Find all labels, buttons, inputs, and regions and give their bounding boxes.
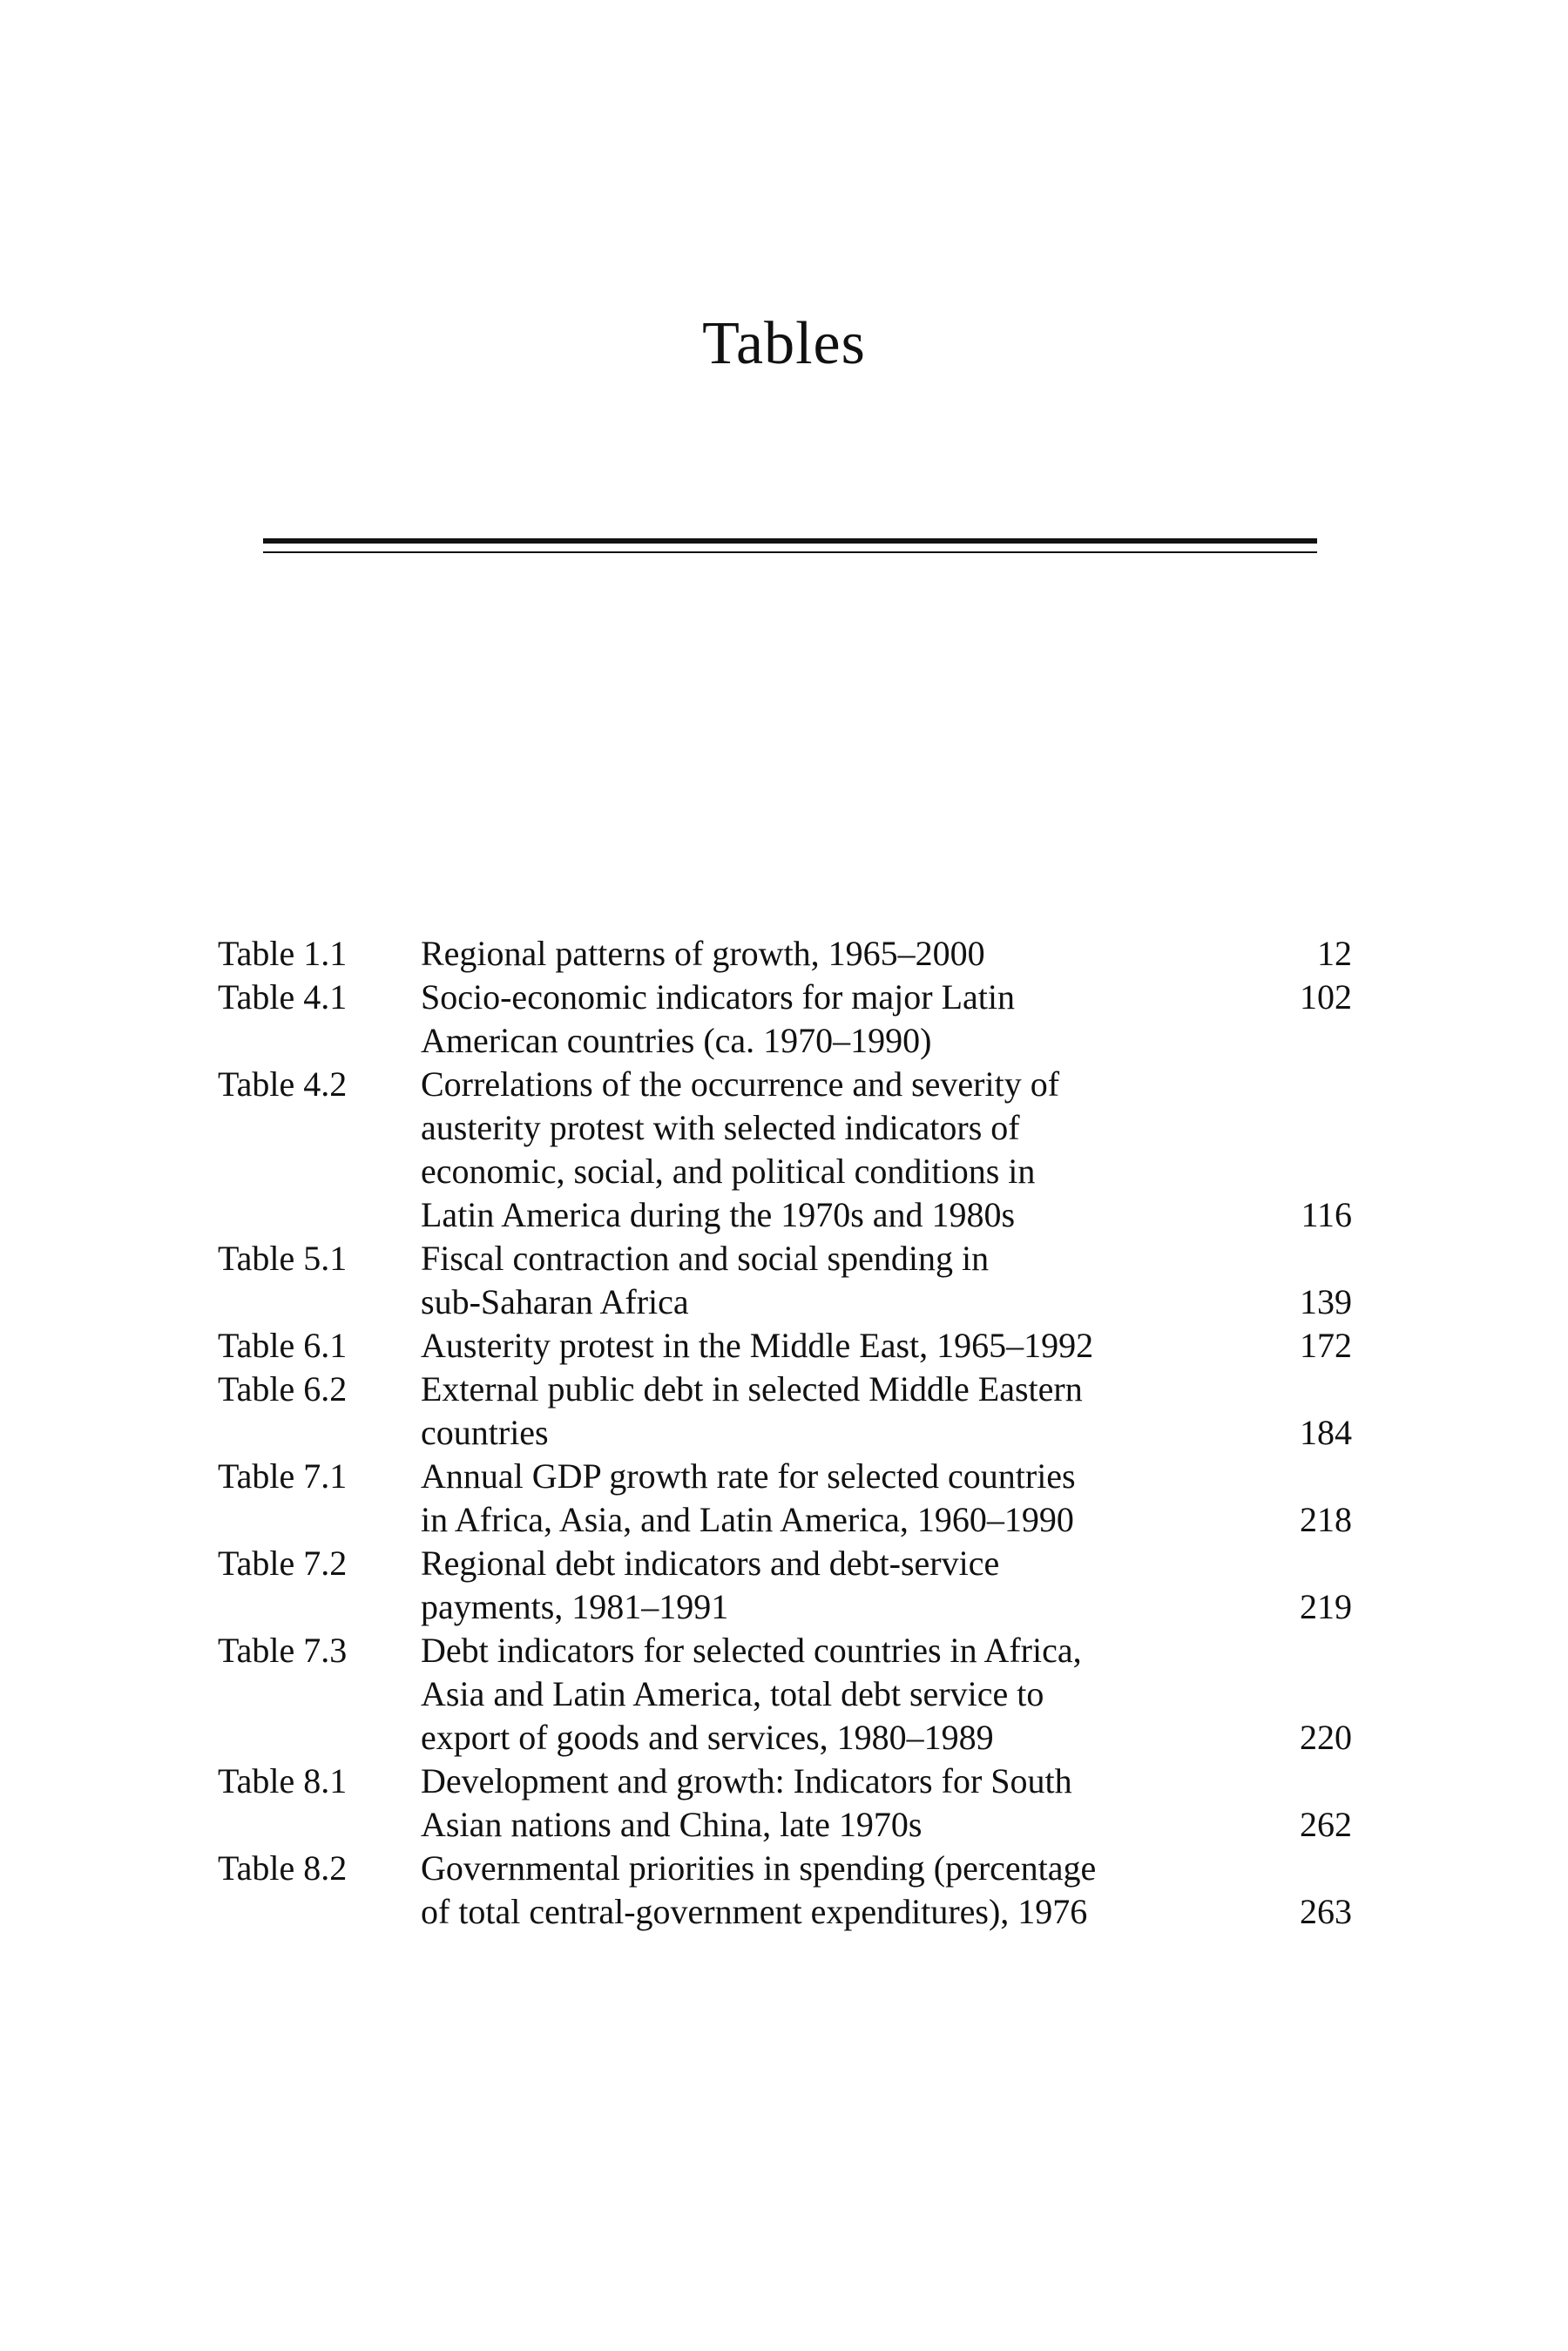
table-number: Table 6.2 xyxy=(218,1369,348,1409)
table-entry xyxy=(0,1542,1568,1629)
table-number: Table 8.2 xyxy=(218,1848,348,1888)
table-entry xyxy=(0,932,1568,976)
table-entry xyxy=(0,1629,1568,1760)
table-title-line: economic, social, and political conditions in xyxy=(421,1152,1036,1191)
table-title-line: Fiscal contraction and social spending in xyxy=(421,1239,990,1278)
table-title xyxy=(421,1455,1266,1542)
table-entry xyxy=(0,1237,1568,1324)
table-title-line: Governmental priorities in spending (percentage xyxy=(421,1848,1097,1888)
page-number: 116 xyxy=(1301,1195,1352,1234)
table-title xyxy=(421,1063,1266,1237)
table-title-line: Socio-economic indicators for major Latin xyxy=(421,977,1016,1017)
table-title-line: of total central-government expenditures), 1976 xyxy=(421,1892,1088,1931)
table-title-line: Asia and Latin America, total debt service to xyxy=(421,1674,1044,1713)
table-title-line: Latin America during the 1970s and 1980s xyxy=(421,1195,1016,1234)
table-entry xyxy=(0,1847,1568,1934)
table-title xyxy=(421,1368,1266,1455)
page-number: 262 xyxy=(1300,1805,1352,1844)
page-number: 139 xyxy=(1300,1282,1352,1321)
table-number: Table 7.2 xyxy=(218,1544,348,1583)
table-title-line: Debt indicators for selected countries in Africa, xyxy=(421,1631,1082,1670)
table-entry xyxy=(0,1760,1568,1847)
table-title xyxy=(421,1542,1266,1629)
table-title-line: in Africa, Asia, and Latin America, 1960–1990 xyxy=(421,1500,1074,1539)
table-title-line: Annual GDP growth rate for selected countries xyxy=(421,1456,1076,1496)
table-entry xyxy=(0,976,1568,1063)
table-title-line: export of goods and services, 1980–1989 xyxy=(421,1718,994,1757)
table-entry xyxy=(0,1455,1568,1542)
table-number: Table 5.1 xyxy=(218,1239,348,1278)
page-number: 263 xyxy=(1300,1892,1352,1931)
table-entry xyxy=(0,1324,1568,1368)
table-title-line: Asian nations and China, late 1970s xyxy=(421,1805,923,1844)
page-number: 218 xyxy=(1300,1500,1352,1539)
table-title xyxy=(421,932,1266,976)
table-title xyxy=(421,1629,1266,1760)
table-title-line: austerity protest with selected indicators of xyxy=(421,1108,1020,1147)
page-title: Tables xyxy=(702,310,866,377)
page-number: 12 xyxy=(1317,934,1352,973)
table-title-line: Development and growth: Indicators for South xyxy=(421,1761,1072,1800)
table-number: Table 4.2 xyxy=(218,1064,348,1104)
table-title xyxy=(421,1847,1266,1934)
table-title xyxy=(421,1237,1266,1324)
page-number: 219 xyxy=(1300,1587,1352,1626)
table-title-line: Austerity protest in the Middle East, 1965–1992 xyxy=(421,1326,1094,1365)
table-title-line: sub-Saharan Africa xyxy=(421,1282,689,1321)
table-entry xyxy=(0,1368,1568,1455)
page-number: 184 xyxy=(1300,1413,1352,1452)
table-number: Table 7.3 xyxy=(218,1631,348,1670)
table-number: Table 6.1 xyxy=(218,1326,348,1365)
table-list xyxy=(0,932,1568,1934)
table-number: Table 1.1 xyxy=(218,934,348,973)
table-number: Table 7.1 xyxy=(218,1456,348,1496)
page-number: 102 xyxy=(1300,977,1352,1017)
table-title xyxy=(421,1324,1266,1368)
table-title-line: payments, 1981–1991 xyxy=(421,1587,729,1626)
title-rule-thick xyxy=(263,538,1317,544)
table-entry xyxy=(0,1063,1568,1237)
table-title-line: Regional patterns of growth, 1965–2000 xyxy=(421,934,985,973)
table-title xyxy=(421,976,1266,1063)
table-title-line: American countries (ca. 1970–1990) xyxy=(421,1021,932,1060)
page-number: 172 xyxy=(1300,1326,1352,1365)
table-title-line: Correlations of the occurrence and severity of xyxy=(421,1064,1060,1104)
table-title-line: Regional debt indicators and debt-service xyxy=(421,1544,1000,1583)
page-number: 220 xyxy=(1300,1718,1352,1757)
table-title-line: countries xyxy=(421,1413,549,1452)
table-title-line: External public debt in selected Middle Eastern xyxy=(421,1369,1083,1409)
title-rule-thin xyxy=(263,551,1317,553)
table-number: Table 4.1 xyxy=(218,977,348,1017)
table-title xyxy=(421,1760,1266,1847)
table-number: Table 8.1 xyxy=(218,1761,348,1800)
